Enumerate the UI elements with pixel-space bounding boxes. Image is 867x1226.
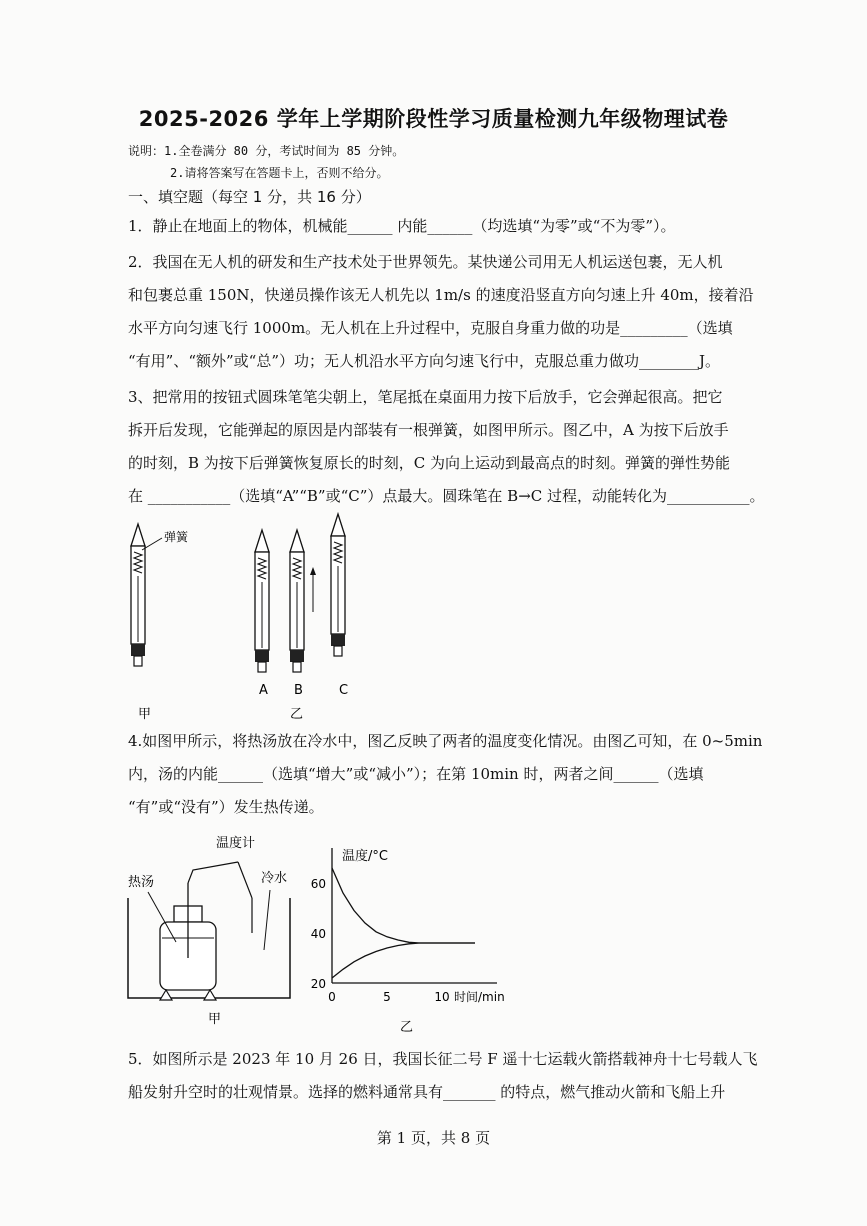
temperature-chart (300, 840, 520, 1035)
q5-line-2: 船发射升空时的壮观情景。选择的燃料通常具有_______ 的特点，燃气推动火箭和飞船上升 (128, 1083, 726, 1101)
hot-soup-label: 热汤 (128, 875, 155, 890)
q2-line-1: 2．我国在无人机的研发和生产技术处于世界领先。某快递公司用无人机运送包裹，无人机 (128, 253, 723, 271)
q2-line-2: 和包裹总重 150N，快递员操作该无人机先以 1m/s 的速度沿竖直方向匀速上升 40m，接着沿 (128, 286, 754, 304)
jar-foot-right (204, 990, 216, 1000)
instruction-line-1: 说明：1.全卷满分 80 分，考试时间为 85 分钟。 (128, 144, 405, 158)
pen-a (255, 530, 269, 672)
caption-jia: 甲 (138, 707, 152, 722)
cold-water-label: 冷水 (261, 871, 288, 886)
upward-arrowhead (310, 567, 316, 575)
label-a: A (259, 683, 268, 698)
series-line-1 (332, 943, 475, 978)
q3-line-3: 的时刻，B 为按下后弹簧恢复原长的时刻，C 为向上运动到最高点的时刻。弹簧的弹性势能 (128, 454, 731, 472)
x-tick-label-2: 10 (434, 990, 450, 1004)
page-footer: 第 1 页，共 8 页 (376, 1129, 491, 1147)
thermometer-wire (188, 862, 238, 883)
q1-line-1: 1．静止在地面上的物体，机械能______ 内能______（均选填“为零”或“不为零”）。 (128, 217, 676, 235)
q3-line-4: 在 ___________（选填“A”“B”或“C”）点最大。圆珠笔在 B→C 过程，动能转化为___________。 (128, 487, 765, 505)
caption-yi-2: 乙 (400, 1020, 414, 1035)
q4-line-2: 内，汤的内能______（选填“增大”或“减小”）；在第 10min 时，两者之间______（选填 (128, 765, 704, 783)
section-heading: 一、填空题（每空 1 分，共 16 分） (128, 188, 371, 206)
q2-line-4: “有用”、“额外”或“总”）功；无人机沿水平方向匀速飞行中，克服总重力做功________J。 (128, 352, 721, 370)
x-tick-label-1: 5 (383, 990, 391, 1004)
pen-b (290, 530, 304, 672)
q4-line-1: 4.如图甲所示，将热汤放在冷水中，图乙反映了两者的温度变化情况。由图乙可知，在 0~5min (128, 732, 763, 750)
q2-line-3: 水平方向匀速飞行 1000m。无人机在上升过程中，克服自身重力做的功是_________（选填 (128, 319, 733, 337)
y-tick-label-0: 20 (310, 977, 326, 991)
label-c: C (339, 683, 349, 698)
y-tick-label-2: 60 (310, 877, 326, 891)
cold-water-pointer (264, 890, 270, 950)
caption-jia-2: 甲 (208, 1012, 222, 1027)
thermometer-label: 温度计 (216, 836, 256, 851)
q3-line-1: 3、把常用的按钮式圆珠笔笔尖朝上，笔尾抵在桌面用力按下后放手，它会弹起很高。把它 (128, 388, 723, 406)
jar-foot-left (160, 990, 172, 1000)
label-b: B (294, 683, 303, 698)
spring-label: 弹簧 (164, 530, 189, 544)
pen-figure (120, 512, 380, 722)
q3-line-2: 拆开后发现，它能弹起的原因是内部装有一根弹簧，如图甲所示。图乙中，A 为按下后放手 (128, 421, 729, 439)
caption-yi: 乙 (290, 707, 304, 722)
pen-jia (131, 524, 145, 666)
exam-title: 2025-2026 学年上学期阶段性学习质量检测九年级物理试卷 (138, 107, 729, 131)
y-tick-label-1: 40 (310, 927, 326, 941)
instruction-line-2: 2.请将答案写在答题卡上，否则不给分。 (170, 166, 389, 180)
y-axis-label: 温度/°C (342, 849, 388, 864)
q5-line-1: 5．如图所示是 2023 年 10 月 26 日，我国长征二号 F 遥十七运载火箭搭载神舟十七号载人飞 (128, 1050, 758, 1068)
x-axis-label: 时间/min (454, 990, 505, 1004)
q4-line-3: “有”或“没有”）发生热传递。 (128, 798, 324, 816)
pen-c (331, 514, 345, 656)
x-tick-label-0: 0 (328, 990, 336, 1004)
water-thermometer (238, 862, 252, 898)
series-line-0 (332, 868, 475, 943)
soup-apparatus (118, 828, 298, 1028)
